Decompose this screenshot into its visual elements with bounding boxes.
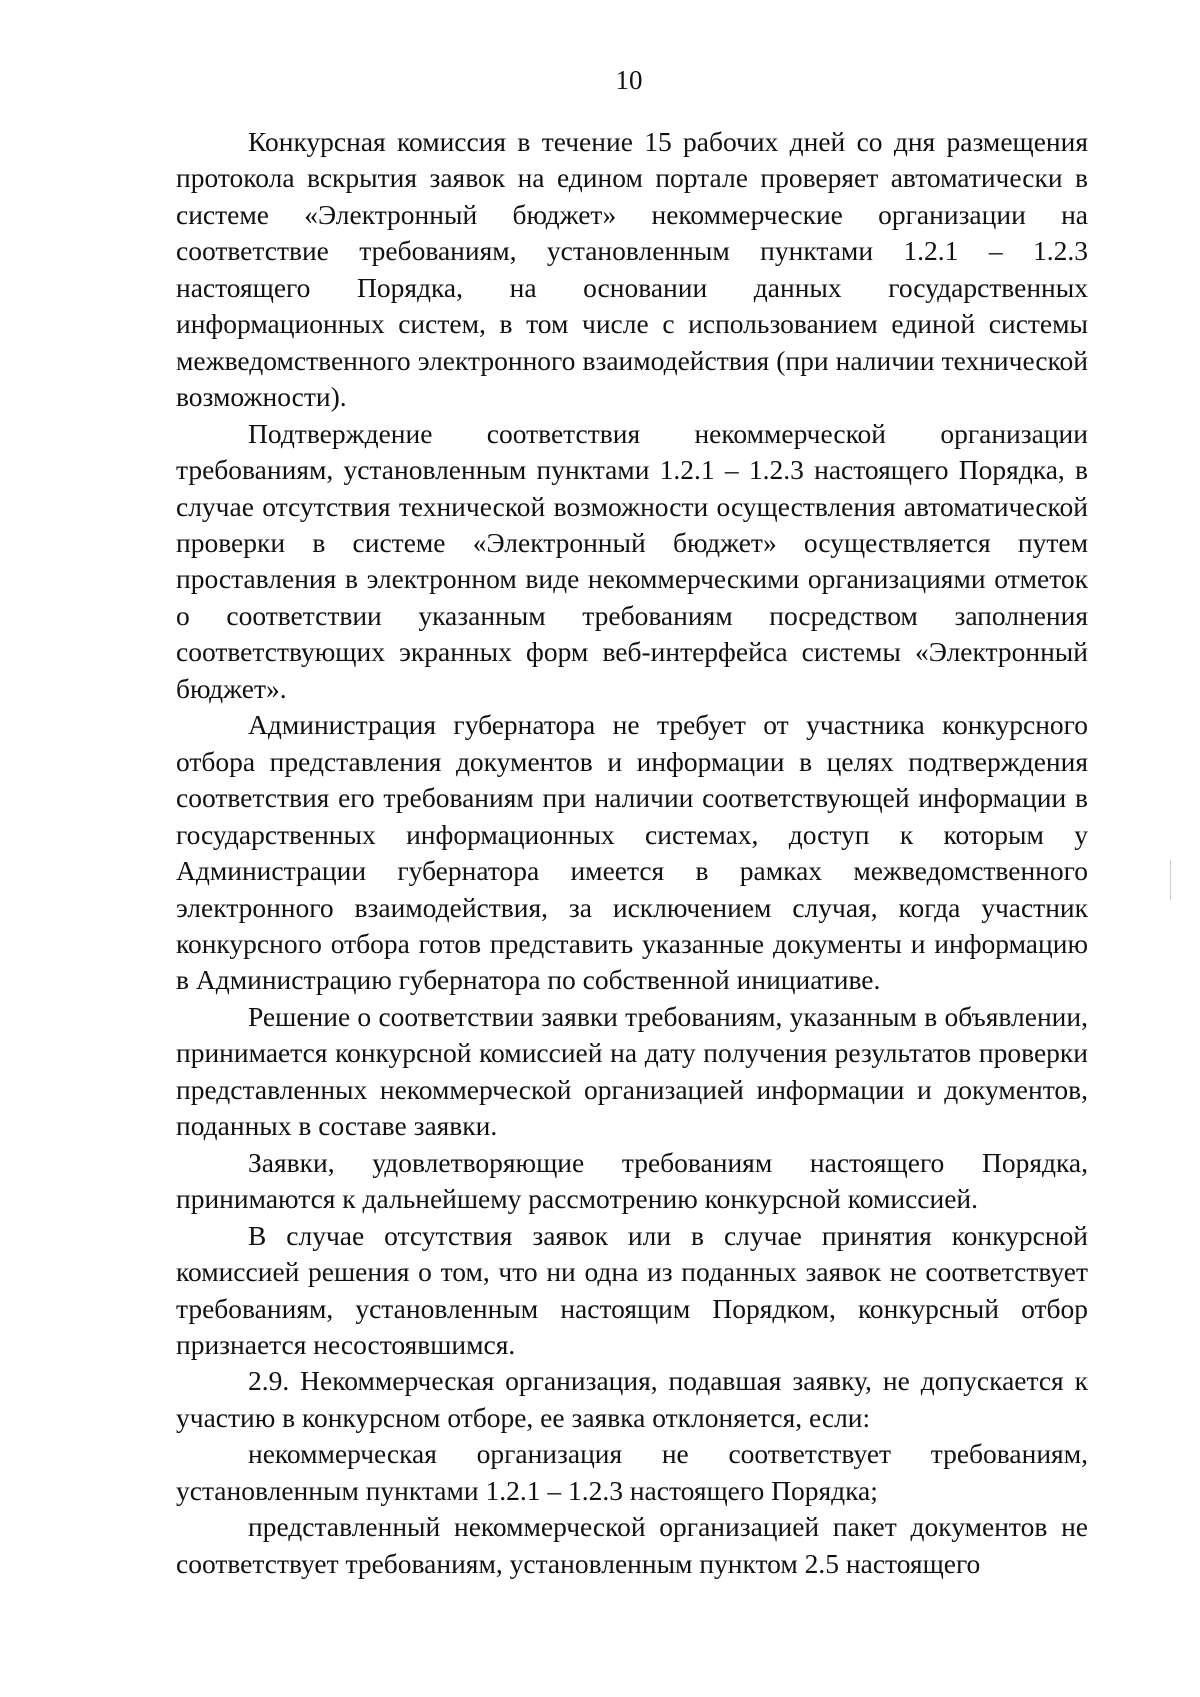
document-body bbox=[176, 124, 1088, 1582]
scan-artifact-line bbox=[1170, 860, 1171, 900]
paragraph-administration: Администрация губернатора не требует от участника конкурсного отбора представления документов и информации в целях подтверждения соответствия его требованиям при наличии соответствующей информации в государственных информационных системах, доступ к которым у Администрации губернатора имеется в рамках межведомственного электронного взаимодействия, за исключением случая, когда участник конкурсного отбора готов представить указанные документы и информацию в Администрацию губернатора по собственной инициативе. bbox=[176, 709, 1088, 996]
paragraph-clause-2-9: 2.9. Некоммерческая организация, подавшая заявку, не допускается к участию в конкурсном отборе, ее заявка отклоняется, если: bbox=[176, 1365, 1088, 1433]
paragraph-auto-check: Конкурсная комиссия в течение 15 рабочих дней со дня размещения протокола вскрытия заявок на едином портале проверяет автоматически в системе «Электронный бюджет» некоммерческие организации на соответствие требованиям, установленным пунктами 1.2.1 – 1.2.3 настоящего Порядка, на основании данных государственных информационных систем, в том числе с использованием единой системы межведомственного электронного взаимодействия (при наличии технической возможности). bbox=[176, 126, 1088, 413]
paragraph-documents-mismatch: представленный некоммерческой организацией пакет документов не соответствует требованиям, установленным пунктом 2.5 настоящего bbox=[176, 1511, 1088, 1579]
paragraph-decision: Решение о соответствии заявки требованиям, указанным в объявлении, принимается конкурсной комиссией на дату получения результатов проверки представленных некоммерческой организацией информации и документов, поданных в составе заявки. bbox=[176, 1000, 1088, 1142]
paragraph-accepted-applications: Заявки, удовлетворяющие требованиям настоящего Порядка, принимаются к дальнейшему рассмотрению конкурсной комиссией. bbox=[176, 1146, 1088, 1215]
paragraph-requirements-mismatch: некоммерческая организация не соответствует требованиям, установленным пунктами 1.2.1 – 1.2.3 настоящего Порядка; bbox=[176, 1438, 1088, 1506]
paragraph-failed-selection: В случае отсутствия заявок или в случае принятия конкурсной комиссией решения о том, что ни одна из поданных заявок не соответствует требованиям, установленным настоящим Порядком, конкурсный отбор признается несостоявшимся. bbox=[176, 1219, 1088, 1360]
paragraph-confirmation: Подтверждение соответствия некоммерческой организации требованиям, установленным пунктами 1.2.1 – 1.2.3 настоящего Порядка, в случае отсутствия технической возможности осуществления автоматической проверки в системе «Электронный бюджет» осуществляется путем проставления в электронном виде некоммерческими организациями отметок о соответствии указанным требованиям посредством заполнения соответствующих экранных форм веб-интерфейса системы «Электронный бюджет». bbox=[176, 417, 1088, 704]
page-number: 10 bbox=[615, 65, 643, 95]
